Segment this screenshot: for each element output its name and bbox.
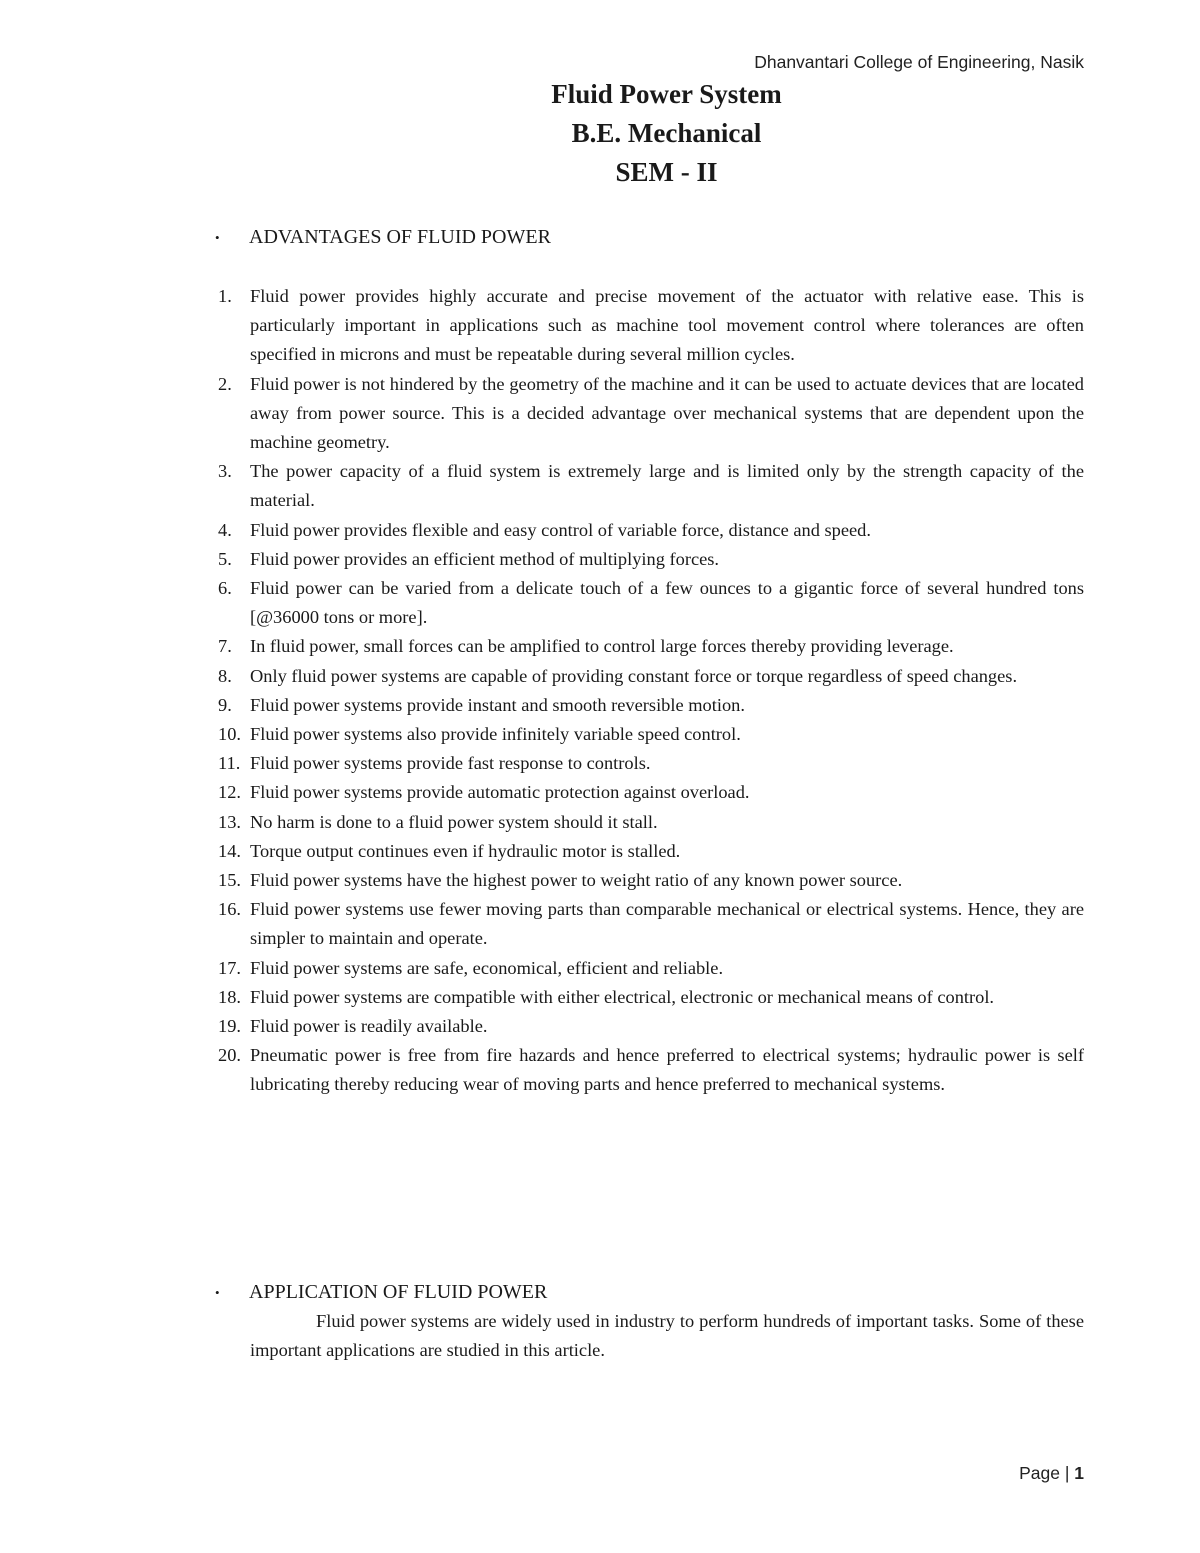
list-item-text: Fluid power provides an efficient method of multiplying forces. <box>250 548 720 569</box>
list-item <box>218 691 1084 720</box>
list-item <box>218 778 1084 807</box>
list-item <box>218 662 1084 691</box>
list-item <box>218 632 1084 661</box>
list-item-number: 18. <box>218 986 241 1007</box>
list-item-number: 12. <box>218 782 241 803</box>
page-number: 1 <box>1074 1463 1084 1483</box>
list-item-text: Fluid power systems use fewer moving parts than comparable mechanical or electrical systems. Hence, they are simpler to maintain and operate. <box>250 899 1084 949</box>
list-item-text: Fluid power systems provide instant and smooth reversible motion. <box>250 694 745 715</box>
list-item-number: 3. <box>218 461 232 482</box>
advantages-list <box>218 282 1084 1100</box>
list-item-text: Torque output continues even if hydraulic motor is stalled. <box>250 840 681 861</box>
advantages-heading <box>215 223 551 252</box>
list-item-text: The power capacity of a fluid system is extremely large and is limited only by the strength capacity of the material. <box>250 461 1084 511</box>
list-item <box>218 574 1084 632</box>
list-item-number: 13. <box>218 811 241 832</box>
list-item-text: Fluid power is not hindered by the geometry of the machine and it can be used to actuate devices that are located away from power source. This is a decided advantage over mechanical systems that are dependent upon the machine geometry. <box>250 373 1084 453</box>
list-item-number: 7. <box>218 636 232 657</box>
list-item <box>218 808 1084 837</box>
application-paragraph: Fluid power systems are widely used in industry to perform hundreds of important tasks. Some of these important applications are studied in this article. <box>250 1311 1084 1361</box>
list-item-text: Only fluid power systems are capable of providing constant force or torque regardless of speed changes. <box>250 665 1018 686</box>
list-item-text: Fluid power systems also provide infinitely variable speed control. <box>250 724 741 745</box>
list-item-text: In fluid power, small forces can be amplified to control large forces thereby providing leverage. <box>250 636 954 657</box>
list-item-text: No harm is done to a fluid power system should it stall. <box>250 811 658 832</box>
list-item <box>218 837 1084 866</box>
list-item-text: Fluid power systems have the highest power to weight ratio of any known power source. <box>250 870 903 891</box>
list-item-number: 6. <box>218 578 232 599</box>
list-item-text: Fluid power systems provide automatic protection against overload. <box>250 782 750 803</box>
application-heading-text: APPLICATION OF FLUID POWER <box>249 1281 548 1303</box>
course-title: Fluid Power System <box>551 79 782 109</box>
title-block <box>0 75 1200 192</box>
list-item <box>218 1012 1084 1041</box>
list-item-number: 16. <box>218 899 241 920</box>
institution-header: Dhanvantari College of Engineering, Nasik <box>754 52 1084 72</box>
list-item-number: 15. <box>218 870 241 891</box>
list-item <box>218 954 1084 983</box>
page-label: Page | <box>1019 1463 1070 1483</box>
list-item-text: Fluid power is readily available. <box>250 1016 488 1037</box>
list-item-text: Fluid power can be varied from a delicate touch of a few ounces to a gigantic force of several hundred tons [@36000 tons or more]. <box>250 578 1084 628</box>
list-item-text: Pneumatic power is free from fire hazards and hence preferred to electrical systems; hydraulic power is self lubricating thereby reducing wear of moving parts and hence preferred to mechanical systems. <box>250 1045 1084 1095</box>
list-item-number: 20. <box>218 1045 241 1066</box>
list-item-text: Fluid power provides flexible and easy control of variable force, distance and speed. <box>250 519 871 540</box>
list-item <box>218 545 1084 574</box>
list-item <box>218 749 1084 778</box>
semester-title: SEM - II <box>615 157 718 187</box>
list-item <box>218 720 1084 749</box>
application-heading <box>215 1278 547 1307</box>
list-item <box>218 370 1084 458</box>
program-title: B.E. Mechanical <box>571 118 762 148</box>
list-item-number: 1. <box>218 286 232 306</box>
list-item-number: 19. <box>218 1016 241 1037</box>
list-item-number: 17. <box>218 957 241 978</box>
list-item <box>218 516 1084 545</box>
list-item-text: Fluid power systems are compatible with either electrical, electronic or mechanical means of control. <box>250 986 995 1007</box>
list-item <box>218 457 1084 515</box>
list-item-number: 5. <box>218 548 232 569</box>
list-item-number: 2. <box>218 373 232 394</box>
page-footer <box>1019 1463 1084 1484</box>
list-item-number: 10. <box>218 724 241 745</box>
list-item <box>218 866 1084 895</box>
list-item-number: 11. <box>218 753 241 774</box>
list-item-number: 14. <box>218 840 241 861</box>
list-item <box>218 983 1084 1012</box>
list-item-number: 8. <box>218 665 232 686</box>
list-item-number: 4. <box>218 519 232 540</box>
list-item-text: Fluid power systems provide fast response to controls. <box>250 753 651 774</box>
list-item-number: 9. <box>218 694 232 715</box>
advantages-heading-text: ADVANTAGES OF FLUID POWER <box>249 226 551 248</box>
list-item <box>218 282 1084 370</box>
bullet-icon: • <box>215 230 220 245</box>
list-item <box>218 1041 1084 1099</box>
list-item-text: Fluid power systems are safe, economical, efficient and reliable. <box>250 957 724 978</box>
list-item-text: Fluid power provides highly accurate and precise movement of the actuator with relative ease. This is particularly important in applications such as machine tool movement control where tolerances are often specified in microns and must be repeatable during several million cycles. <box>250 286 1084 365</box>
bullet-icon: • <box>215 1285 220 1300</box>
list-item <box>218 895 1084 953</box>
